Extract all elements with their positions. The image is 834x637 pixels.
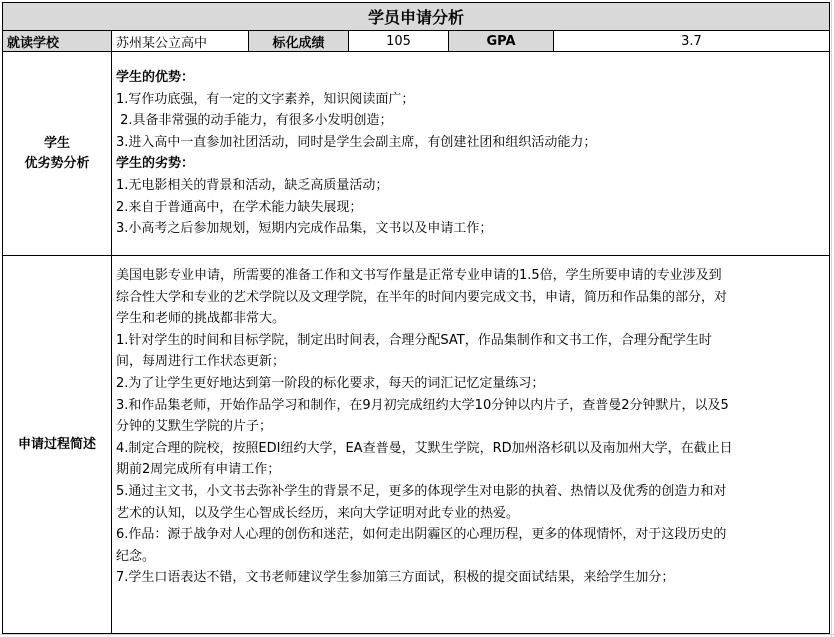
sheet-title[interactable]: 学员申请分析	[2, 2, 830, 31]
weakness-item: 3.小高考之后参加规划，短期内完成作品集，文书以及申请工作；	[116, 221, 493, 237]
process-line: 5.通过主文书，小文书去弥补学生的背景不足，更多的体现学生对电影的执着、热情以及优秀的创造力和对	[116, 483, 727, 499]
gridline-bottom	[0, 634, 834, 635]
gpa-label[interactable]: GPA	[449, 31, 554, 52]
process-line: 分钟的艾默生学院的片子；	[116, 419, 273, 435]
process-label[interactable]: 申请过程简述	[2, 256, 112, 634]
process-line: 6.作品：源于战争对人心理的创伤和迷茫，如何走出阴霾区的心理历程，更多的体现情怀，对于这段历史的	[116, 527, 727, 543]
process-content[interactable]	[112, 256, 830, 634]
weakness-item: 2.来自于普通高中，在学术能力缺失展现；	[116, 199, 363, 215]
strength-item: 2.具备非常强的动手能力，有很多小发明创造；	[116, 113, 393, 129]
strengths-heading: 学生的优势：	[116, 70, 195, 85]
analysis-label-line2: 优劣势分析	[24, 155, 90, 171]
process-line: 美国电影专业申请，所需要的准备工作和文书写作量是正常专业申请的1.5倍，学生所要申请的专业涉及到	[116, 268, 722, 283]
score-label[interactable]: 标化成绩	[249, 31, 349, 52]
analysis-label-line1: 学生	[43, 135, 70, 151]
analysis-label[interactable]	[2, 52, 112, 256]
process-line: 艺术的认知，以及学生心智成长经历，来向大学证明对此专业的热爱。	[116, 505, 520, 521]
weaknesses-heading: 学生的劣势：	[116, 156, 195, 172]
process-line: 纪念。	[116, 548, 156, 564]
gpa-value[interactable]: 3.7	[554, 31, 830, 52]
strength-item: 1.写作功底强，有一定的文字素养，知识阅读面广；	[116, 91, 415, 107]
process-line: 间，每周进行工作状态更新；	[116, 354, 286, 370]
process-line: 3.和作品集老师，开始作品学习和制作，在9月初完成纽约大学10分钟以内片子，查普曼2分钟默片，以及5	[116, 397, 729, 413]
strength-item: 3.进入高中一直参加社团活动，同时是学生会副主席，有创建社团和组织活动能力；	[116, 134, 597, 150]
process-line: 4.制定合理的院校，按照EDI纽约大学，EA查普曼，艾默生学院，RD加州洛杉矶以及南加州大学，在截止日	[116, 440, 733, 456]
score-value[interactable]: 105	[349, 31, 449, 52]
gridline-right	[831, 0, 832, 637]
school-label[interactable]: 就读学校	[2, 31, 112, 52]
process-line: 2.为了让学生更好地达到第一阶段的标化要求，每天的词汇记忆定量练习；	[116, 375, 545, 391]
process-line: 7.学生口语表达不错，文书老师建议学生参加第三方面试，积极的提交面试结果，来给学生加分；	[116, 570, 675, 586]
school-value[interactable]: 苏州某公立高中	[112, 31, 249, 52]
process-line: 期前2周完成所有申请工作；	[116, 462, 281, 478]
process-line: 综合性大学和专业的艺术学院以及文理学院，在半年的时间内要完成文书，申请，简历和作品集的部分，对	[116, 289, 728, 305]
process-line: 1.针对学生的时间和目标学院，制定出时间表，合理分配SAT，作品集制作和文书工作，合理分配学生时	[116, 332, 712, 348]
weakness-item: 1.无电影相关的背景和活动，缺乏高质量活动；	[116, 177, 389, 193]
analysis-content[interactable]	[112, 52, 830, 256]
process-line: 学生和老师的挑战都非常大。	[116, 311, 286, 327]
